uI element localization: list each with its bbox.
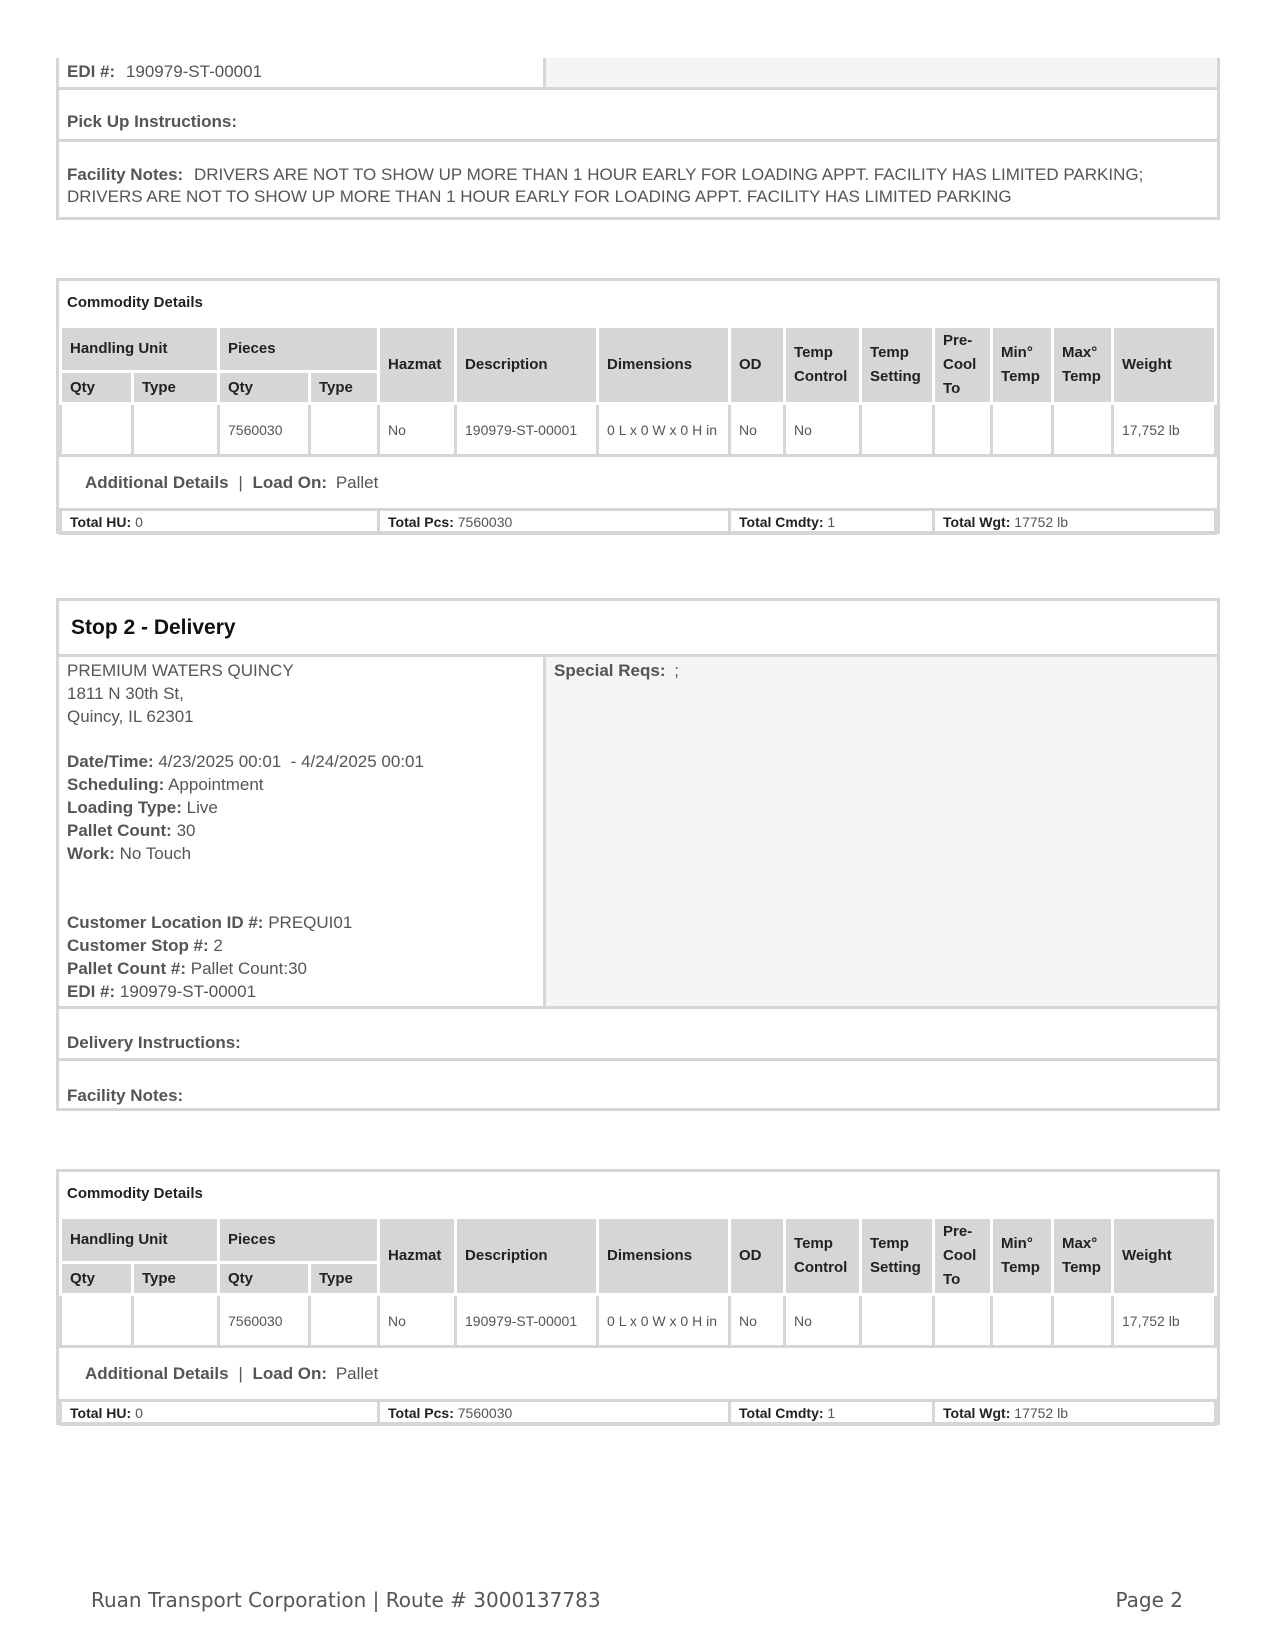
header-weight: Weight [1113,327,1216,404]
table-row: 7560030 No 190979-ST-00001 0 L x 0 W x 0 H in No No 17,752 lb [61,404,1216,456]
header-hazmat: Hazmat [379,1218,456,1295]
customer-location-field: Customer Location ID #: PREQUI01 [67,913,353,932]
address-line-2: Quincy, IL 62301 [67,707,194,726]
edi-field: EDI #: 190979-ST-00001 [67,62,263,81]
total-cmdty: Total Cmdty: 1 [730,1401,934,1425]
edi-field: EDI #: 190979-ST-00001 [67,982,257,1001]
pickup-instructions: Pick Up Instructions: [59,87,1217,139]
header-hu-type: Type [133,372,219,404]
pallet-count-field: Pallet Count: 30 [67,821,196,840]
stop2-section [56,598,1220,1111]
commodity-title: Commodity Details [67,294,203,311]
header-pc-qty: Qty [219,372,310,404]
header-hu-qty: Qty [61,372,133,404]
total-wgt: Total Wgt: 17752 lb [934,1401,1216,1425]
additional-details: Additional Details | Load On: Pallet [85,1364,379,1383]
header-pieces: Pieces [219,1218,379,1263]
header-hu-qty: Qty [61,1263,133,1295]
address-line-1: 1811 N 30th St, [67,684,184,703]
commodity-details-1 [56,278,1220,534]
header-temp-control: Temp Control [785,1218,861,1295]
footer-company-route: Ruan Transport Corporation | Route # 3000137783 [91,1588,601,1612]
customer-stop-field: Customer Stop #: 2 [67,936,223,955]
header-max-temp: Max° Temp [1053,1218,1113,1295]
header-pieces: Pieces [219,327,379,372]
header-pc-type: Type [310,1263,379,1295]
total-hu: Total HU: 0 [61,1401,379,1425]
header-handling-unit: Handling Unit [61,1218,219,1263]
header-temp-setting: Temp Setting [861,327,934,404]
header-hazmat: Hazmat [379,327,456,404]
scheduling-field: Scheduling: Appointment [67,775,264,794]
empty-panel [543,58,1217,87]
header-dimensions: Dimensions [598,327,730,404]
header-handling-unit: Handling Unit [61,327,219,372]
special-reqs-panel: Special Reqs: ; [543,657,1217,1006]
totals-row [59,508,1217,535]
datetime-field: Date/Time: 4/23/2025 00:01 - 4/24/2025 00:01 [67,752,424,771]
footer-page-number: Page 2 [1115,1588,1183,1612]
header-od: OD [730,1218,785,1295]
header-min-temp: Min° Temp [992,1218,1053,1295]
header-description: Description [456,1218,598,1295]
stop-title: Stop 2 - Delivery [71,616,236,639]
loading-type-field: Loading Type: Live [67,798,218,817]
additional-details: Additional Details | Load On: Pallet [85,473,379,492]
table-row: 7560030 No 190979-ST-00001 0 L x 0 W x 0 H in No No 17,752 lb [61,1295,1216,1347]
location-name: PREMIUM WATERS QUINCY [67,661,294,680]
commodity-table [59,1216,1217,1348]
total-wgt: Total Wgt: 17752 lb [934,510,1216,534]
header-description: Description [456,327,598,404]
work-field: Work: No Touch [67,844,192,863]
header-weight: Weight [1113,1218,1216,1295]
commodity-details-2 [56,1169,1220,1425]
header-pc-type: Type [310,372,379,404]
commodity-table [59,325,1217,457]
total-hu: Total HU: 0 [61,510,379,534]
header-od: OD [730,327,785,404]
delivery-instructions: Delivery Instructions: [59,1006,1217,1058]
stop1-notes-section [56,58,1220,220]
total-cmdty: Total Cmdty: 1 [730,510,934,534]
totals-row [59,1399,1217,1426]
total-pcs: Total Pcs: 7560030 [379,1401,730,1425]
stop-address-block [59,657,543,1006]
header-pc-qty: Qty [219,1263,310,1295]
pallet-count-num-field: Pallet Count #: Pallet Count:30 [67,959,307,978]
facility-notes: Facility Notes: [59,1058,1217,1111]
commodity-title: Commodity Details [67,1185,203,1202]
header-temp-setting: Temp Setting [861,1218,934,1295]
header-max-temp: Max° Temp [1053,327,1113,404]
header-pre-cool: Pre-Cool To [934,1218,992,1295]
header-hu-type: Type [133,1263,219,1295]
header-temp-control: Temp Control [785,327,861,404]
header-pre-cool: Pre-Cool To [934,327,992,404]
header-dimensions: Dimensions [598,1218,730,1295]
facility-notes: Facility Notes: DRIVERS ARE NOT TO SHOW UP MORE THAN 1 HOUR EARLY FOR LOADING APPT. FACILITY HAS LIMITED PARKING; DRIVERS ARE NOT TO SHOW UP MORE THAN 1 HOUR EARLY FOR LOADING APPT. FACILITY HAS LIMITED PARKING [59,139,1217,215]
total-pcs: Total Pcs: 7560030 [379,510,730,534]
header-min-temp: Min° Temp [992,327,1053,404]
